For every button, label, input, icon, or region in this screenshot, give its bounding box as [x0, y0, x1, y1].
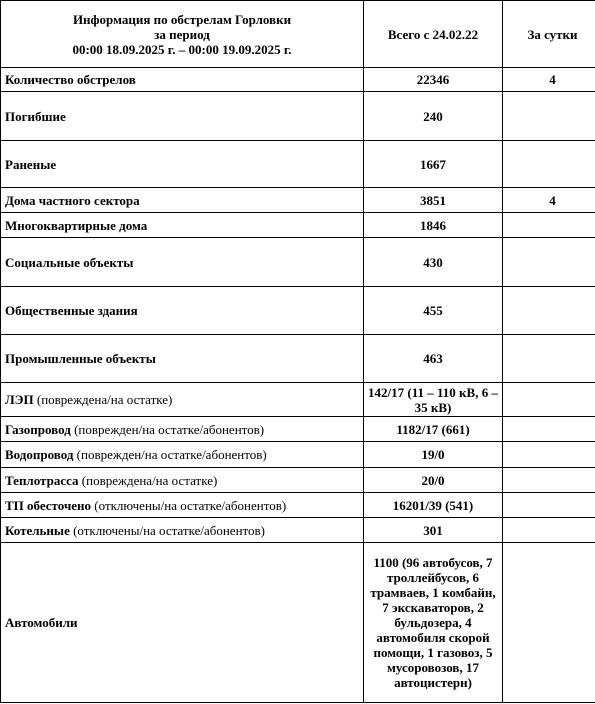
row-label-cell: [1, 493, 364, 518]
table-row: [1, 287, 595, 335]
row-label-note: (отключены/на остатке/абонентов): [91, 497, 287, 513]
row-day-value: [503, 543, 595, 703]
row-label: ЛЭП: [5, 392, 34, 407]
row-label-note: (поврежден/на остатке/абонентов): [73, 447, 267, 462]
row-total-value: 22346: [364, 68, 503, 92]
column-header-day: За сутки: [503, 1, 595, 68]
row-total-value: 142/17 (11 – 110 кВ, 6 – 35 кВ): [364, 383, 503, 417]
row-label-cell: [1, 68, 364, 92]
table-row: [1, 238, 595, 287]
row-label: Водопровод: [5, 447, 74, 462]
table-header-row: [1, 1, 595, 68]
table-row: [1, 92, 595, 141]
table-row: [1, 442, 595, 468]
column-header-total: Всего с 24.02.22: [364, 1, 503, 68]
row-label-cell: [1, 468, 364, 493]
row-day-value: [503, 141, 595, 188]
row-total-value: 301: [364, 518, 503, 543]
row-day-value: [503, 468, 595, 493]
row-label: Котельные: [5, 522, 70, 538]
row-total-value: 240: [364, 92, 503, 141]
table-row: [1, 213, 595, 238]
title-line-2: за период: [154, 26, 210, 42]
row-day-value: 4: [503, 68, 595, 92]
row-day-value: [503, 518, 595, 543]
table-row: [1, 468, 595, 493]
row-day-value: [503, 287, 595, 335]
row-label: Раненые: [5, 156, 57, 172]
row-day-value: [503, 493, 595, 518]
row-label-cell: [1, 238, 364, 287]
row-label-cell: [1, 383, 364, 417]
row-total-value: 3851: [364, 188, 503, 213]
row-day-value: [503, 213, 595, 238]
row-label: Общественные здания: [5, 303, 138, 318]
row-day-value: [503, 92, 595, 141]
row-label-cell: [1, 188, 364, 213]
row-label: Количество обстрелов: [5, 72, 136, 87]
row-total-value: 20/0: [364, 468, 503, 493]
row-label: ТП обесточено: [5, 497, 92, 513]
row-day-value: [503, 238, 595, 287]
row-label-cell: [1, 141, 364, 188]
row-total-value: 1846: [364, 213, 503, 238]
row-label: Автомобили: [5, 615, 78, 630]
table-row: [1, 417, 595, 442]
row-day-value: 4: [503, 188, 595, 213]
table-row: [1, 141, 595, 188]
row-label-cell: [1, 213, 364, 238]
row-label: Промышленные объекты: [5, 351, 156, 366]
row-label-note: (поврежден/на остатке/абонентов): [70, 421, 265, 437]
row-day-value: [503, 417, 595, 442]
row-label: Многоквартирные дома: [5, 217, 148, 233]
table-row: [1, 188, 595, 213]
row-label-cell: [1, 518, 364, 543]
row-label-cell: [1, 335, 364, 383]
table-row: [1, 493, 595, 518]
row-total-value: 455: [364, 287, 503, 335]
row-label: Дома частного сектора: [5, 192, 140, 208]
row-label: Погибшие: [5, 108, 66, 124]
row-label-note: (повреждена/на остатке): [33, 392, 173, 407]
row-label-cell: [1, 287, 364, 335]
row-label-cell: [1, 543, 364, 703]
report-title: [1, 1, 364, 68]
table-row: [1, 518, 595, 543]
table-row: [1, 335, 595, 383]
row-label-note: (отключены/на остатке/абонентов): [69, 522, 266, 538]
row-label-cell: [1, 442, 364, 468]
row-total-value: 1100 (96 автобусов, 7 троллейбусов, 6 трамваев, 1 комбайн, 7 экскаваторов, 2 бульдозера, 4 автомобиля скорой помощи, 1 газовоз, 5 мусоровозов, 17 автоцистерн): [364, 543, 503, 703]
table-row: [1, 383, 595, 417]
row-label: Газопровод: [5, 421, 71, 437]
row-total-value: 1667: [364, 141, 503, 188]
row-day-value: [503, 442, 595, 468]
row-total-value: 1182/17 (661): [364, 417, 503, 442]
row-total-value: 463: [364, 335, 503, 383]
row-label-cell: [1, 417, 364, 442]
row-total-value: 19/0: [364, 442, 503, 468]
title-line-3: 00:00 18.09.2025 г. – 00:00 19.09.2025 г.: [72, 41, 292, 57]
row-label-cell: [1, 92, 364, 141]
table-row: [1, 543, 595, 703]
row-day-value: [503, 335, 595, 383]
row-label-note: (повреждена/на остатке): [78, 472, 218, 488]
table-row: [1, 68, 595, 92]
row-total-value: 430: [364, 238, 503, 287]
title-line-1: Информация по обстрелам Горловки: [72, 11, 292, 27]
row-label: Теплотрасса: [5, 472, 79, 488]
row-total-value: 16201/39 (541): [364, 493, 503, 518]
row-label: Социальные объекты: [5, 254, 134, 270]
row-day-value: [503, 383, 595, 417]
